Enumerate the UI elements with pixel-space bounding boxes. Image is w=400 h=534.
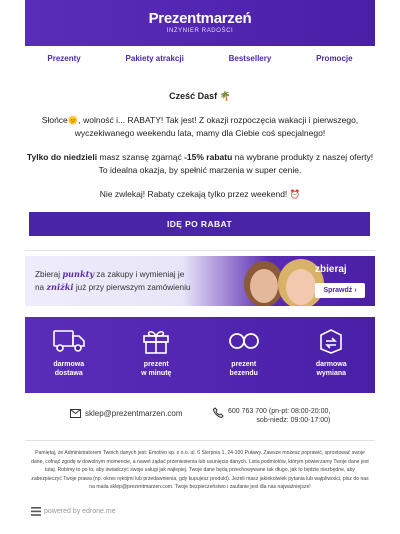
banner-text-a: Zbieraj <box>35 270 63 279</box>
banner-text-c: na <box>35 283 47 292</box>
phone-number[interactable]: 600 763 700 (pn-pt: 08:00-20:00, <box>228 408 331 415</box>
nav-link-pakiety[interactable]: Pakiety atrakcji <box>125 53 184 63</box>
urgency-paragraph: Nie zwlekaj! Rabaty czekają tylko przez weekend! ⏰ <box>99 189 301 199</box>
offer-text-2: na wybrane produkty z naszej oferty! <box>232 152 374 162</box>
nav-link-bestsellery[interactable]: Bestsellery <box>228 53 272 63</box>
nav-link-prezenty[interactable]: Prezenty <box>47 53 81 63</box>
offer-deadline: Tylko do niedzieli <box>26 152 98 162</box>
feature-label-line: prezent <box>143 361 169 368</box>
email-header <box>25 0 375 46</box>
legal-notice: Pamiętaj, że Administratorem Twoich danych jest: Emotivo sp. z o.o. ul. 6 Sierpnia 1, 24-100 Puławy. Zawsze możesz poprawić, sprostować swoje dane, cofnąć zgodę w dowolnym momencie, a nawet żądać przeniesienia lub usunięcia danych. Lista podmiotów, którym powierzamy Twoje dane jest tutaj. Robimy to po to, aby świadczyć swoje usługi jak najlepiej. Twoje dane będą przechowywane tak długo, jak to będzie niezbędne, aby zabezpieczyć Twoje prawa (np. okres rękojmi lub przedawnienia, gdy kupujesz produkt). Jeżeli masz jakiekolwiek pytania lub wątpliwości, pisz do nas na maila sklep@prezentmarzen.com. Twoje bezpieczeństwo i zaufanie jest dla nas najważniejsze! <box>31 450 369 490</box>
truck-icon <box>52 327 86 355</box>
intro-line-1: Słońce🌞, wolność i... RABATY! Tak jest! Z okazji rozpoczęcia wakacji i pierwszego, <box>41 115 359 125</box>
nav-link-promocje[interactable]: Promocje <box>316 53 353 63</box>
banner-em-discounts: zniżki <box>46 282 74 292</box>
email-link[interactable]: sklep@prezentmarzen.com <box>85 409 183 418</box>
divider <box>25 250 375 251</box>
contact-row <box>25 405 375 430</box>
banner-text-b: za zakupy i wymieniaj je <box>94 270 185 279</box>
phone-hours: sob-niedz: 09:00-17:00) <box>256 417 331 424</box>
main-nav <box>25 50 375 66</box>
feature-free-delivery <box>29 317 109 393</box>
zbieraj-logo: zbieraj <box>315 264 347 275</box>
email-contact[interactable] <box>70 409 183 418</box>
feature-label-line: prezent <box>231 361 257 368</box>
infinity-icon <box>226 327 262 355</box>
divider <box>25 440 375 441</box>
envelope-icon <box>70 409 81 418</box>
offer-line-2: To idealna okazja, by spełnić marzenia w super cenie. <box>98 165 302 175</box>
gift-icon <box>141 327 171 355</box>
feature-gift-minute <box>116 317 196 393</box>
menu-lines-icon <box>31 507 41 516</box>
greeting: Cześć Dasf 🌴 <box>169 91 231 101</box>
cta-button[interactable]: IDĘ PO RABAT <box>29 212 370 236</box>
phone-icon <box>213 407 224 418</box>
feature-endless-gift <box>204 317 284 393</box>
feature-label-line: w minutę <box>141 370 172 377</box>
features-bar <box>25 317 375 393</box>
brand-tagline: INŻYNIER RADOŚCI <box>166 28 234 34</box>
banner-text-d: już przy pierwszym zamówieniu <box>73 283 191 292</box>
check-button[interactable]: Sprawdź › <box>315 283 365 298</box>
powered-by[interactable] <box>31 507 116 516</box>
offer-discount: -15% rabatu <box>184 152 233 162</box>
offer-paragraph <box>25 151 375 177</box>
powered-by-text: powered by edrone.me <box>44 508 116 515</box>
feature-label-line: darmowa <box>315 361 347 368</box>
phone-contact[interactable] <box>213 407 330 425</box>
intro-line-2: wyczekiwanego weekendu lata, mamy dla Ciebie coś specjalnego! <box>74 128 326 138</box>
feature-free-exchange <box>291 317 371 393</box>
feature-label-line: dostawa <box>54 370 83 377</box>
feature-label-line: darmowa <box>53 361 85 368</box>
brand-logo[interactable]: Prezentmarzeń <box>148 10 252 27</box>
banner-em-points: punkty <box>62 269 95 279</box>
loyalty-banner[interactable] <box>25 256 375 306</box>
intro-paragraph <box>25 114 375 140</box>
banner-text <box>35 268 215 294</box>
exchange-box-icon <box>317 327 345 355</box>
feature-label-line: bezendu <box>229 370 258 377</box>
feature-label-line: wymiana <box>316 370 347 377</box>
offer-text-1: masz szansę zgarnąć <box>97 152 185 162</box>
